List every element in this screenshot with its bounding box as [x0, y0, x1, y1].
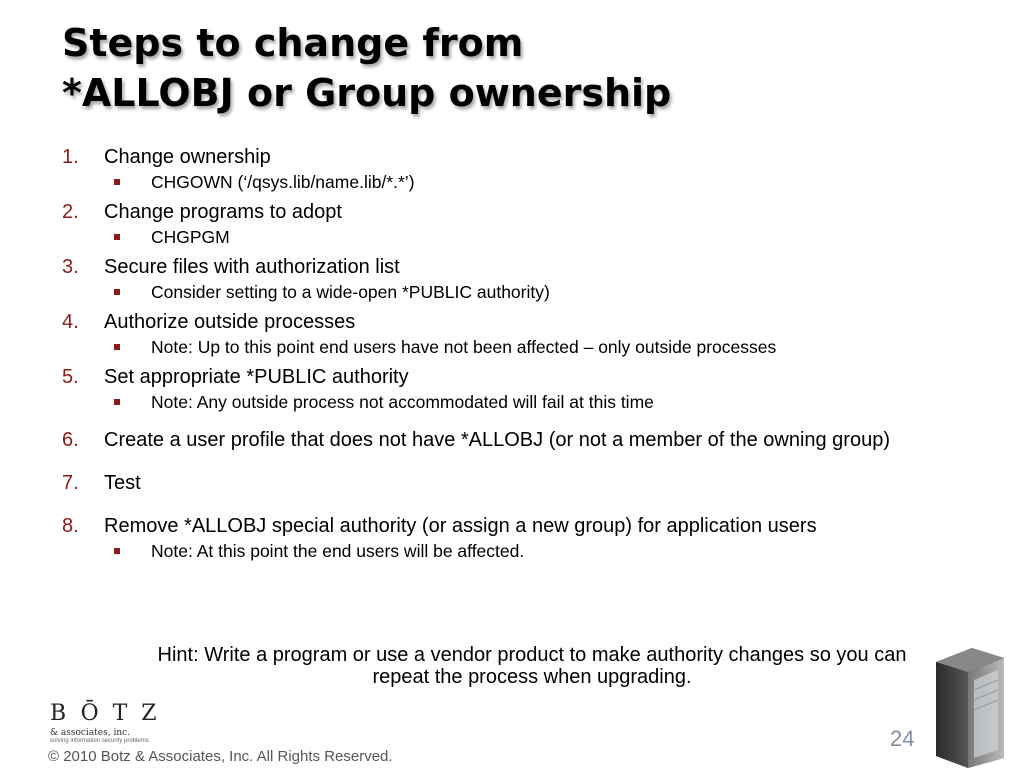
step-number: 4. [62, 311, 79, 333]
sub-bullet-text: Note: At this point the end users will be affected. [151, 541, 525, 561]
square-bullet-icon [114, 234, 120, 240]
step-2 [62, 201, 942, 248]
step-3 [62, 256, 942, 303]
square-bullet-icon [114, 399, 120, 405]
logo-tagline: solving information security problems [50, 738, 149, 744]
sub-bullet-text: CHGOWN (‘/qsys.lib/name.lib/*.*’) [151, 172, 415, 192]
title-line-2: *ALLOBJ or Group ownership [62, 71, 672, 115]
title-line-1: Steps to change from [62, 21, 524, 65]
step-sub-bullet [62, 226, 942, 248]
step-number: 1. [62, 146, 79, 168]
step-sub-bullet [62, 540, 942, 562]
step-text: Set appropriate *PUBLIC authority [104, 366, 409, 388]
page-number: 24 [890, 726, 915, 751]
square-bullet-icon [114, 548, 120, 554]
sub-bullet-text: Consider setting to a wide-open *PUBLIC authority) [151, 282, 550, 302]
step-5 [62, 366, 942, 413]
square-bullet-icon [114, 344, 120, 350]
step-text: Change programs to adopt [104, 201, 342, 223]
logo-brand: BŌTZ [50, 701, 171, 726]
step-sub-bullet [62, 171, 942, 193]
server-tower-icon [928, 646, 1008, 768]
square-bullet-icon [114, 289, 120, 295]
copyright-footer: © 2010 Botz & Associates, Inc. All Rights Reserved. [48, 748, 393, 765]
step-number: 3. [62, 256, 79, 278]
step-text: Test [104, 472, 141, 494]
company-logo [50, 702, 170, 748]
step-sub-bullet [62, 336, 942, 358]
step-4 [62, 311, 942, 358]
step-number: 6. [62, 429, 79, 451]
logo-subtitle: & associates, inc. [50, 728, 131, 738]
hint-line-1: Hint: Write a program or use a vendor product to make authority changes so you can [157, 644, 907, 666]
step-sub-bullet [62, 391, 942, 413]
step-7 [62, 472, 942, 495]
step-text: Authorize outside processes [104, 311, 356, 333]
hint-text [62, 644, 1002, 688]
step-text: Create a user profile that does not have *ALLOBJ (or not a member of the owning group) [104, 429, 890, 451]
step-text: Remove *ALLOBJ special authority (or assign a new group) for application users [104, 515, 817, 537]
step-text: Change ownership [104, 146, 271, 168]
steps-list [62, 146, 942, 562]
step-sub-bullet [62, 281, 942, 303]
sub-bullet-text: Note: Any outside process not accommodated will fail at this time [151, 392, 654, 412]
sub-bullet-text: Note: Up to this point end users have not been affected – only outside processes [151, 337, 777, 357]
sub-bullet-text: CHGPGM [151, 227, 230, 247]
square-bullet-icon [114, 179, 120, 185]
step-8 [62, 515, 942, 562]
step-number: 7. [62, 472, 79, 494]
step-6 [62, 429, 942, 452]
step-number: 2. [62, 201, 79, 223]
step-1 [62, 146, 942, 193]
step-number: 5. [62, 366, 79, 388]
hint-line-2: repeat the process when upgrading. [372, 666, 692, 688]
step-text: Secure files with authorization list [104, 256, 400, 278]
step-number: 8. [62, 515, 79, 537]
slide-title [62, 18, 671, 118]
